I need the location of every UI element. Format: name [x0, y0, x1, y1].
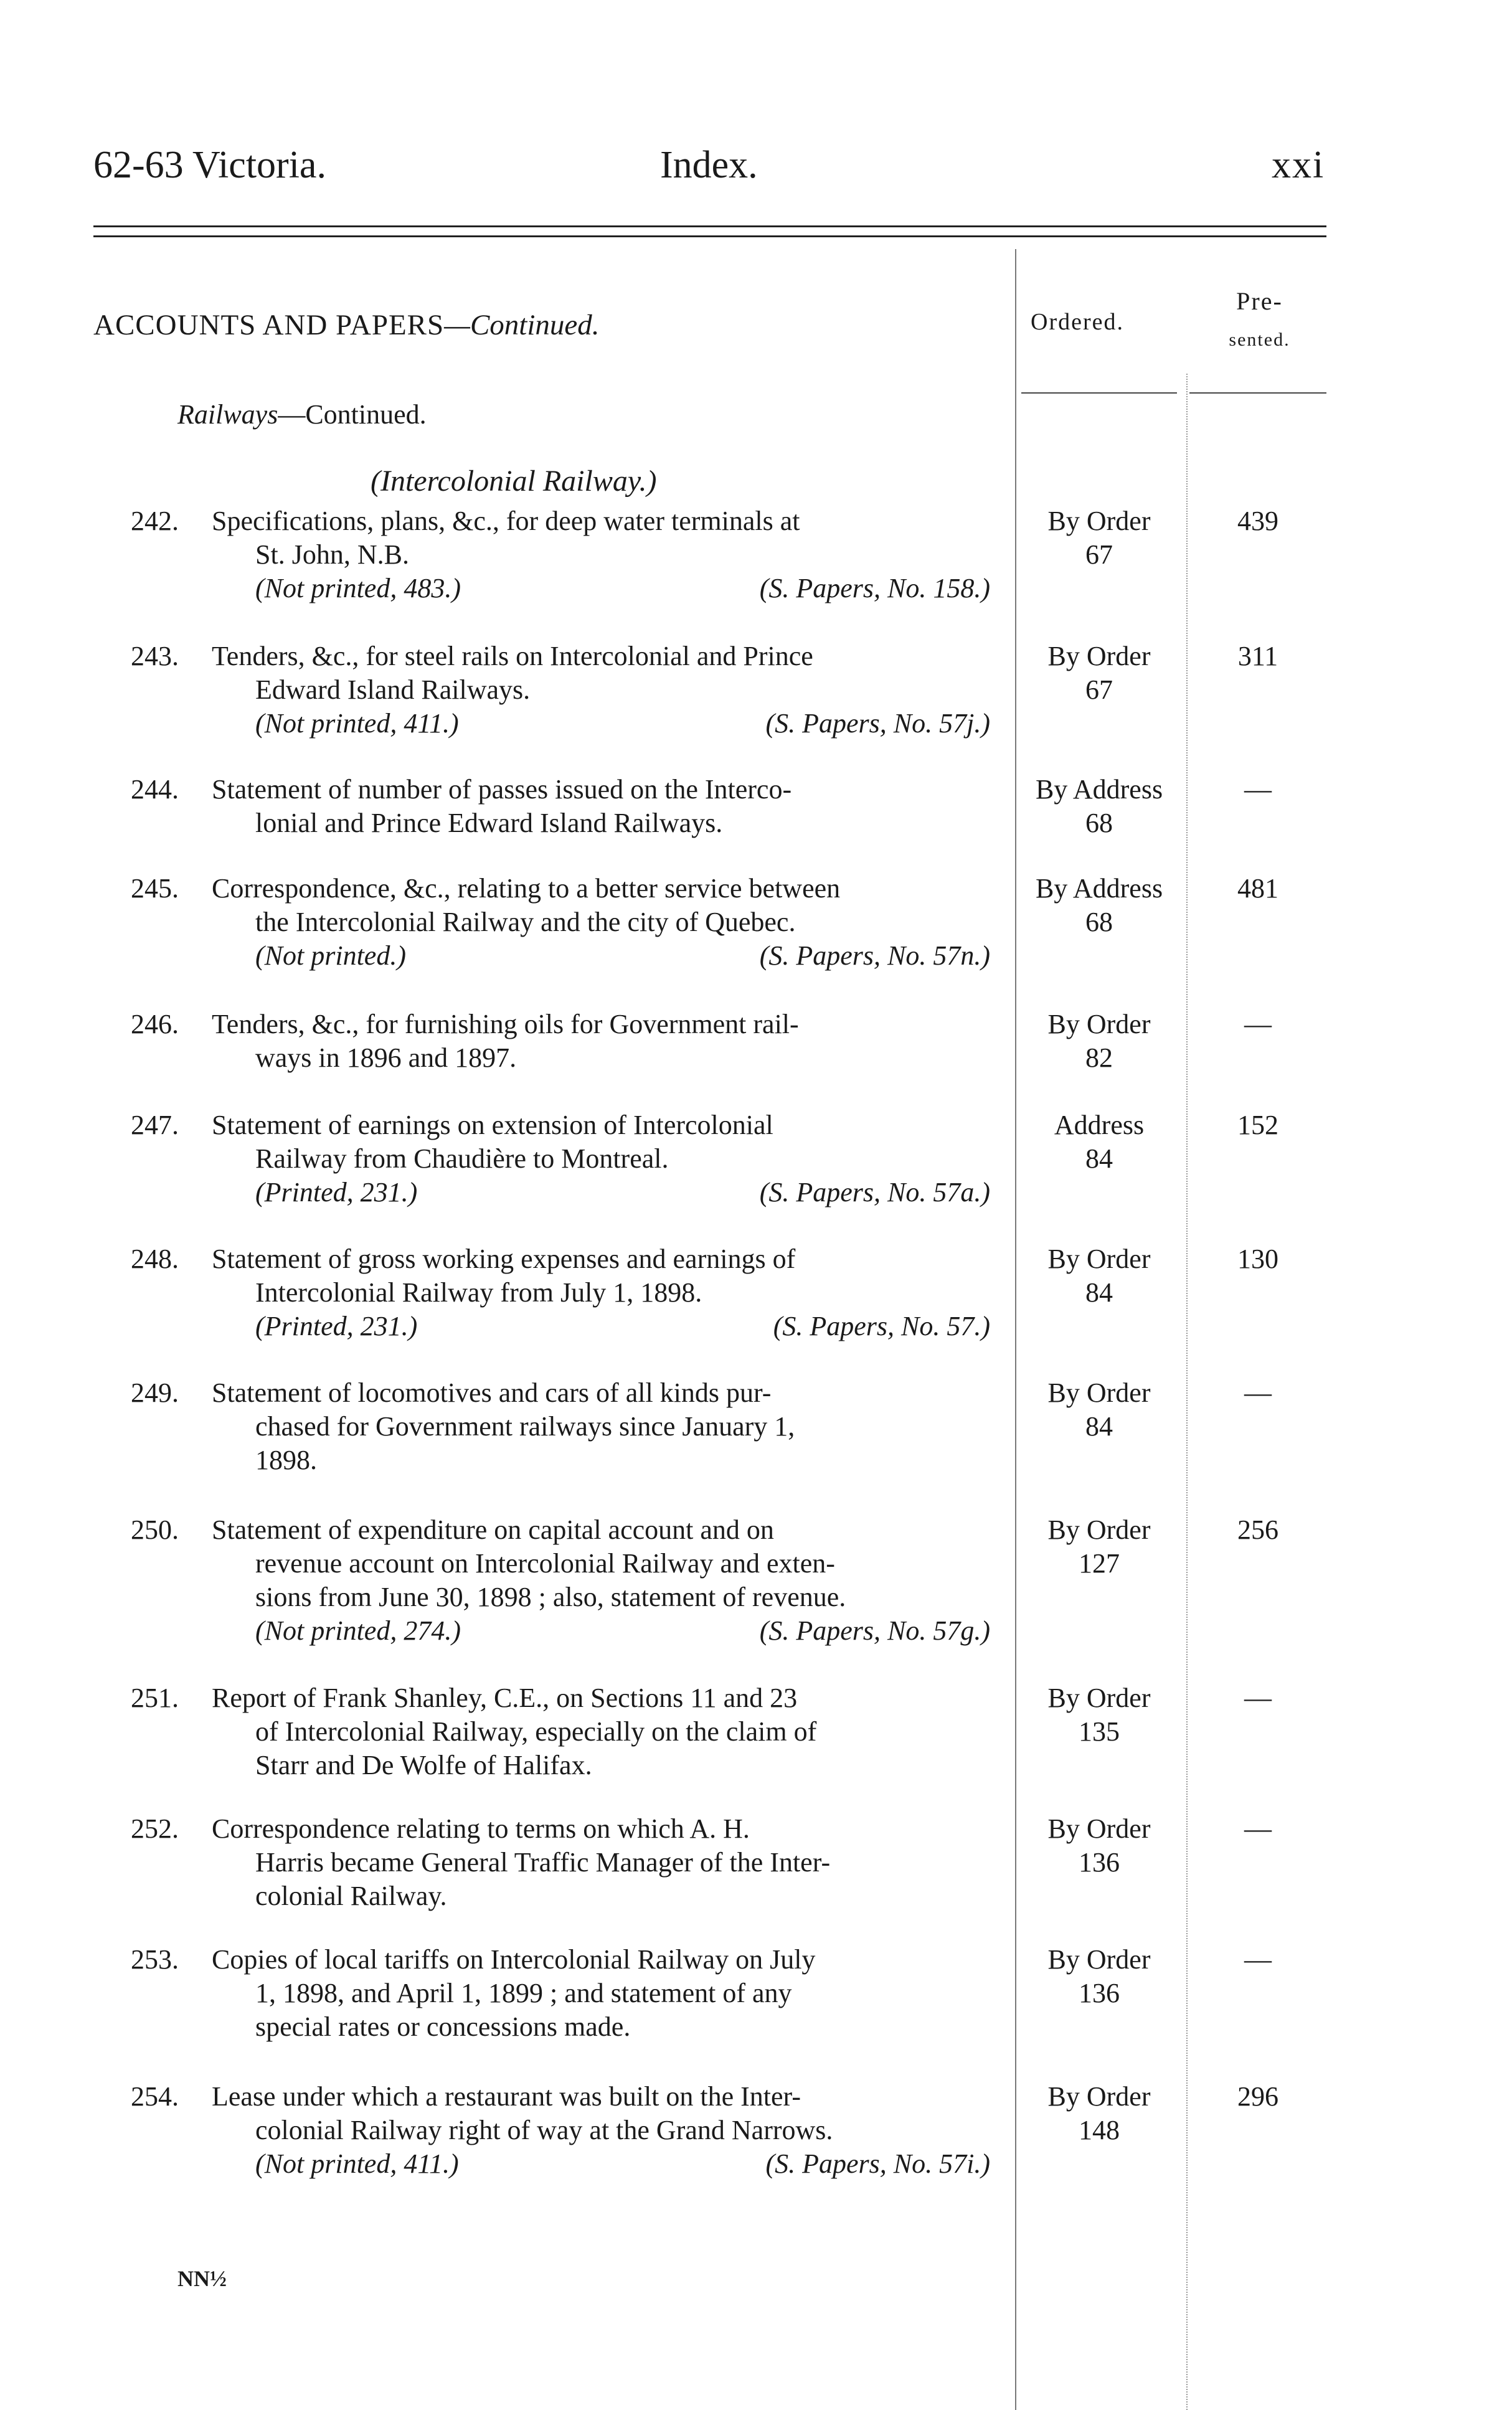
entry-ordered-line: By Address: [1035, 873, 1163, 904]
entry-line: Correspondence, &c., relating to a better service between: [212, 873, 841, 904]
entry-ordered-line: By Order: [1047, 1244, 1151, 1274]
entry-ordered: [1021, 1812, 1177, 1879]
entry-line: Statement of earnings on extension of Intercolonial: [212, 1110, 773, 1140]
entry-reference: [212, 939, 1003, 973]
subsection-italic: Railways: [177, 399, 278, 430]
entry-ref-printed: (Not printed.): [255, 940, 406, 971]
entry-ref-sessional-paper: (S. Papers, No. 57n.): [759, 940, 990, 971]
entry-ordered: [1021, 1108, 1177, 1176]
entry-ref-printed: (Not printed, 274.): [255, 1615, 461, 1646]
entry-ordered: [1021, 504, 1177, 572]
entry-line: chased for Government railways since January 1,: [255, 1411, 795, 1442]
entry-presented: 256: [1237, 1515, 1278, 1545]
entry-reference: [212, 707, 1003, 740]
header-rule-top: [93, 225, 1326, 227]
entry-ref-sessional-paper: (S. Papers, No. 57j.): [765, 708, 990, 739]
entry-line: Starr and De Wolfe of Halifax.: [255, 1750, 592, 1780]
entry-line: of Intercolonial Railway, especially on the claim of: [255, 1716, 817, 1747]
entry-number: 250.: [131, 1515, 179, 1545]
entry-ordered-line: 68: [1085, 907, 1113, 937]
entry-number: 242.: [131, 506, 179, 536]
entry-ordered-line: By Address: [1035, 774, 1163, 805]
entry-reference: [212, 572, 1003, 605]
entry-presented: 152: [1237, 1110, 1278, 1140]
column-header-presented-line2: sented.: [1229, 329, 1290, 350]
entry-line: the Intercolonial Railway and the city of Quebec.: [255, 907, 796, 937]
entry-ref-printed: (Not printed, 411.): [255, 2148, 459, 2179]
entry-ordered: [1021, 773, 1177, 840]
entry-line: colonial Railway.: [255, 1881, 447, 1911]
entry-description: [212, 1513, 1003, 1648]
running-head-left: 62-63 Victoria.: [93, 144, 326, 186]
entry-line: Edward Island Railways.: [255, 674, 531, 705]
page-number: xxi: [1272, 144, 1325, 186]
entry-line: Statement of locomotives and cars of all kinds pur-: [212, 1377, 772, 1408]
entry-ordered-line: 84: [1085, 1143, 1113, 1174]
entry-ordered: [1021, 2080, 1177, 2147]
entry-description: [212, 872, 1003, 973]
entry-ordered-line: 82: [1085, 1042, 1113, 1073]
entry-ordered: [1021, 1376, 1177, 1444]
section-title: [93, 308, 600, 342]
entry-ordered-line: By Order: [1047, 1009, 1151, 1039]
entry-number: 253.: [131, 1944, 179, 1975]
entry-reference: [212, 1176, 1003, 1209]
entry-line: Correspondence relating to terms on which A. H.: [212, 1813, 750, 1844]
entry-ordered-line: By Order: [1047, 506, 1151, 536]
entry-number: 248.: [131, 1244, 179, 1274]
entry-ref-printed: (Not printed, 411.): [255, 708, 459, 739]
entry-presented: —: [1244, 1944, 1272, 1975]
entry-ordered-line: By Order: [1047, 1813, 1151, 1844]
entry-description: [212, 2080, 1003, 2181]
column-divider-presented: [1186, 374, 1188, 2410]
entry-line: Tenders, &c., for steel rails on Intercolonial and Prince: [212, 641, 813, 671]
entry-number: 243.: [131, 641, 179, 671]
entry-line: Statement of expenditure on capital account and on: [212, 1515, 774, 1545]
entry-ordered: [1021, 872, 1177, 939]
entry-number: 244.: [131, 774, 179, 805]
entry-line: Statement of gross working expenses and earnings of: [212, 1244, 796, 1274]
section-title-suffix: —Continued.: [444, 309, 600, 341]
entry-presented: —: [1244, 1377, 1272, 1408]
entry-ref-printed: (Printed, 231.): [255, 1311, 418, 1341]
entry-ordered-line: 135: [1079, 1716, 1120, 1747]
entry-line: ways in 1896 and 1897.: [255, 1042, 517, 1073]
entry-ordered-line: 136: [1079, 1847, 1120, 1878]
entry-reference: [212, 2147, 1003, 2181]
entry-description: [212, 1376, 1003, 1477]
subsection-rest: —Continued.: [278, 399, 427, 430]
entry-line: revenue account on Intercolonial Railway and exten-: [255, 1548, 835, 1579]
entry-number: 247.: [131, 1110, 179, 1140]
entry-ref-sessional-paper: (S. Papers, No. 57i.): [765, 2148, 990, 2179]
section-title-text: ACCOUNTS AND PAPERS: [93, 309, 445, 341]
entry-ordered: [1021, 1242, 1177, 1310]
entry-description: [212, 1108, 1003, 1209]
entry-ordered: [1021, 640, 1177, 707]
entry-ordered: [1021, 1681, 1177, 1749]
entry-description: [212, 504, 1003, 605]
entry-description: [212, 640, 1003, 740]
subheading: (Intercolonial Railway.): [371, 465, 657, 498]
entry-presented: —: [1244, 774, 1272, 805]
entry-ordered-line: 68: [1085, 808, 1113, 838]
entry-line: Tenders, &c., for furnishing oils for Government rail-: [212, 1009, 799, 1039]
entry-ordered-line: 84: [1085, 1411, 1113, 1442]
entry-description: [212, 1242, 1003, 1343]
running-head-center: Index.: [660, 144, 758, 186]
signature-mark: NN½: [177, 2266, 227, 2291]
entry-ref-sessional-paper: (S. Papers, No. 57a.): [759, 1177, 990, 1207]
entry-description: [212, 1008, 1003, 1075]
entry-presented: 481: [1237, 873, 1278, 904]
entry-ordered-line: By Order: [1047, 1377, 1151, 1408]
entry-ordered-line: 84: [1085, 1277, 1113, 1308]
entry-ordered-line: By Order: [1047, 1944, 1151, 1975]
entry-ordered: [1021, 1513, 1177, 1581]
entry-ordered: [1021, 1008, 1177, 1075]
entry-presented: —: [1244, 1009, 1272, 1039]
entry-ordered-line: By Order: [1047, 1683, 1151, 1713]
entry-ordered-line: By Order: [1047, 2081, 1151, 2112]
entry-ref-sessional-paper: (S. Papers, No. 57.): [773, 1311, 990, 1341]
entry-presented: 439: [1237, 506, 1278, 536]
entry-number: 246.: [131, 1009, 179, 1039]
ordered-header-rule: [1021, 392, 1177, 394]
entry-ordered-line: 148: [1079, 2115, 1120, 2145]
subsection-title: [177, 399, 427, 430]
entry-ref-printed: (Printed, 231.): [255, 1177, 418, 1207]
entry-line: lonial and Prince Edward Island Railways.: [255, 808, 723, 838]
entry-presented: —: [1244, 1683, 1272, 1713]
entry-line: 1898.: [255, 1445, 317, 1475]
entry-presented: 130: [1237, 1244, 1278, 1274]
column-divider-ordered: [1015, 249, 1016, 2410]
entry-ordered-line: By Order: [1047, 1515, 1151, 1545]
entry-line: St. John, N.B.: [255, 539, 409, 570]
entry-line: Railway from Chaudière to Montreal.: [255, 1143, 669, 1174]
entry-ordered-line: 127: [1079, 1548, 1120, 1579]
presented-header-rule: [1189, 392, 1326, 394]
entry-line: Intercolonial Railway from July 1, 1898.: [255, 1277, 702, 1308]
entry-line: colonial Railway right of way at the Grand Narrows.: [255, 2115, 833, 2145]
entry-presented: —: [1244, 1813, 1272, 1844]
column-header-presented-line1: Pre-: [1236, 287, 1283, 315]
column-header-ordered: Ordered.: [1031, 309, 1124, 335]
entry-description: [212, 773, 1003, 840]
column-header-presented: [1196, 283, 1323, 358]
entry-line: Copies of local tariffs on Intercolonial Railway on July: [212, 1944, 816, 1975]
entry-reference: [212, 1310, 1003, 1343]
entry-line: Specifications, plans, &c., for deep water terminals at: [212, 506, 800, 536]
entry-presented: 311: [1237, 641, 1278, 671]
entry-line: 1, 1898, and April 1, 1899 ; and statement of any: [255, 1978, 792, 2008]
entry-ref-sessional-paper: (S. Papers, No. 57g.): [759, 1615, 990, 1646]
header-rule-bottom: [93, 235, 1326, 237]
entry-line: Statement of number of passes issued on the Interco-: [212, 774, 792, 805]
entry-number: 254.: [131, 2081, 179, 2112]
entry-description: [212, 1812, 1003, 1913]
entry-number: 252.: [131, 1813, 179, 1844]
entry-ordered-line: By Order: [1047, 641, 1151, 671]
entry-reference: [212, 1614, 1003, 1648]
entry-line: Report of Frank Shanley, C.E., on Sections 11 and 23: [212, 1683, 798, 1713]
entry-ordered-line: 136: [1079, 1978, 1120, 2008]
entry-number: 251.: [131, 1683, 179, 1713]
entry-line: sions from June 30, 1898 ; also, statement of revenue.: [255, 1582, 846, 1612]
entry-ordered-line: 67: [1085, 539, 1113, 570]
entry-line: special rates or concessions made.: [255, 2011, 631, 2042]
entry-ref-printed: (Not printed, 483.): [255, 573, 461, 603]
entry-line: Lease under which a restaurant was built on the Inter-: [212, 2081, 801, 2112]
entry-ordered-line: 67: [1085, 674, 1113, 705]
entry-line: Harris became General Traffic Manager of the Inter-: [255, 1847, 831, 1878]
entry-description: [212, 1943, 1003, 2044]
entry-ordered: [1021, 1943, 1177, 2010]
entry-description: [212, 1681, 1003, 1782]
entry-presented: 296: [1237, 2081, 1278, 2112]
entry-ref-sessional-paper: (S. Papers, No. 158.): [759, 573, 990, 603]
entry-ordered-line: Address: [1054, 1110, 1145, 1140]
entry-number: 245.: [131, 873, 179, 904]
entry-number: 249.: [131, 1377, 179, 1408]
